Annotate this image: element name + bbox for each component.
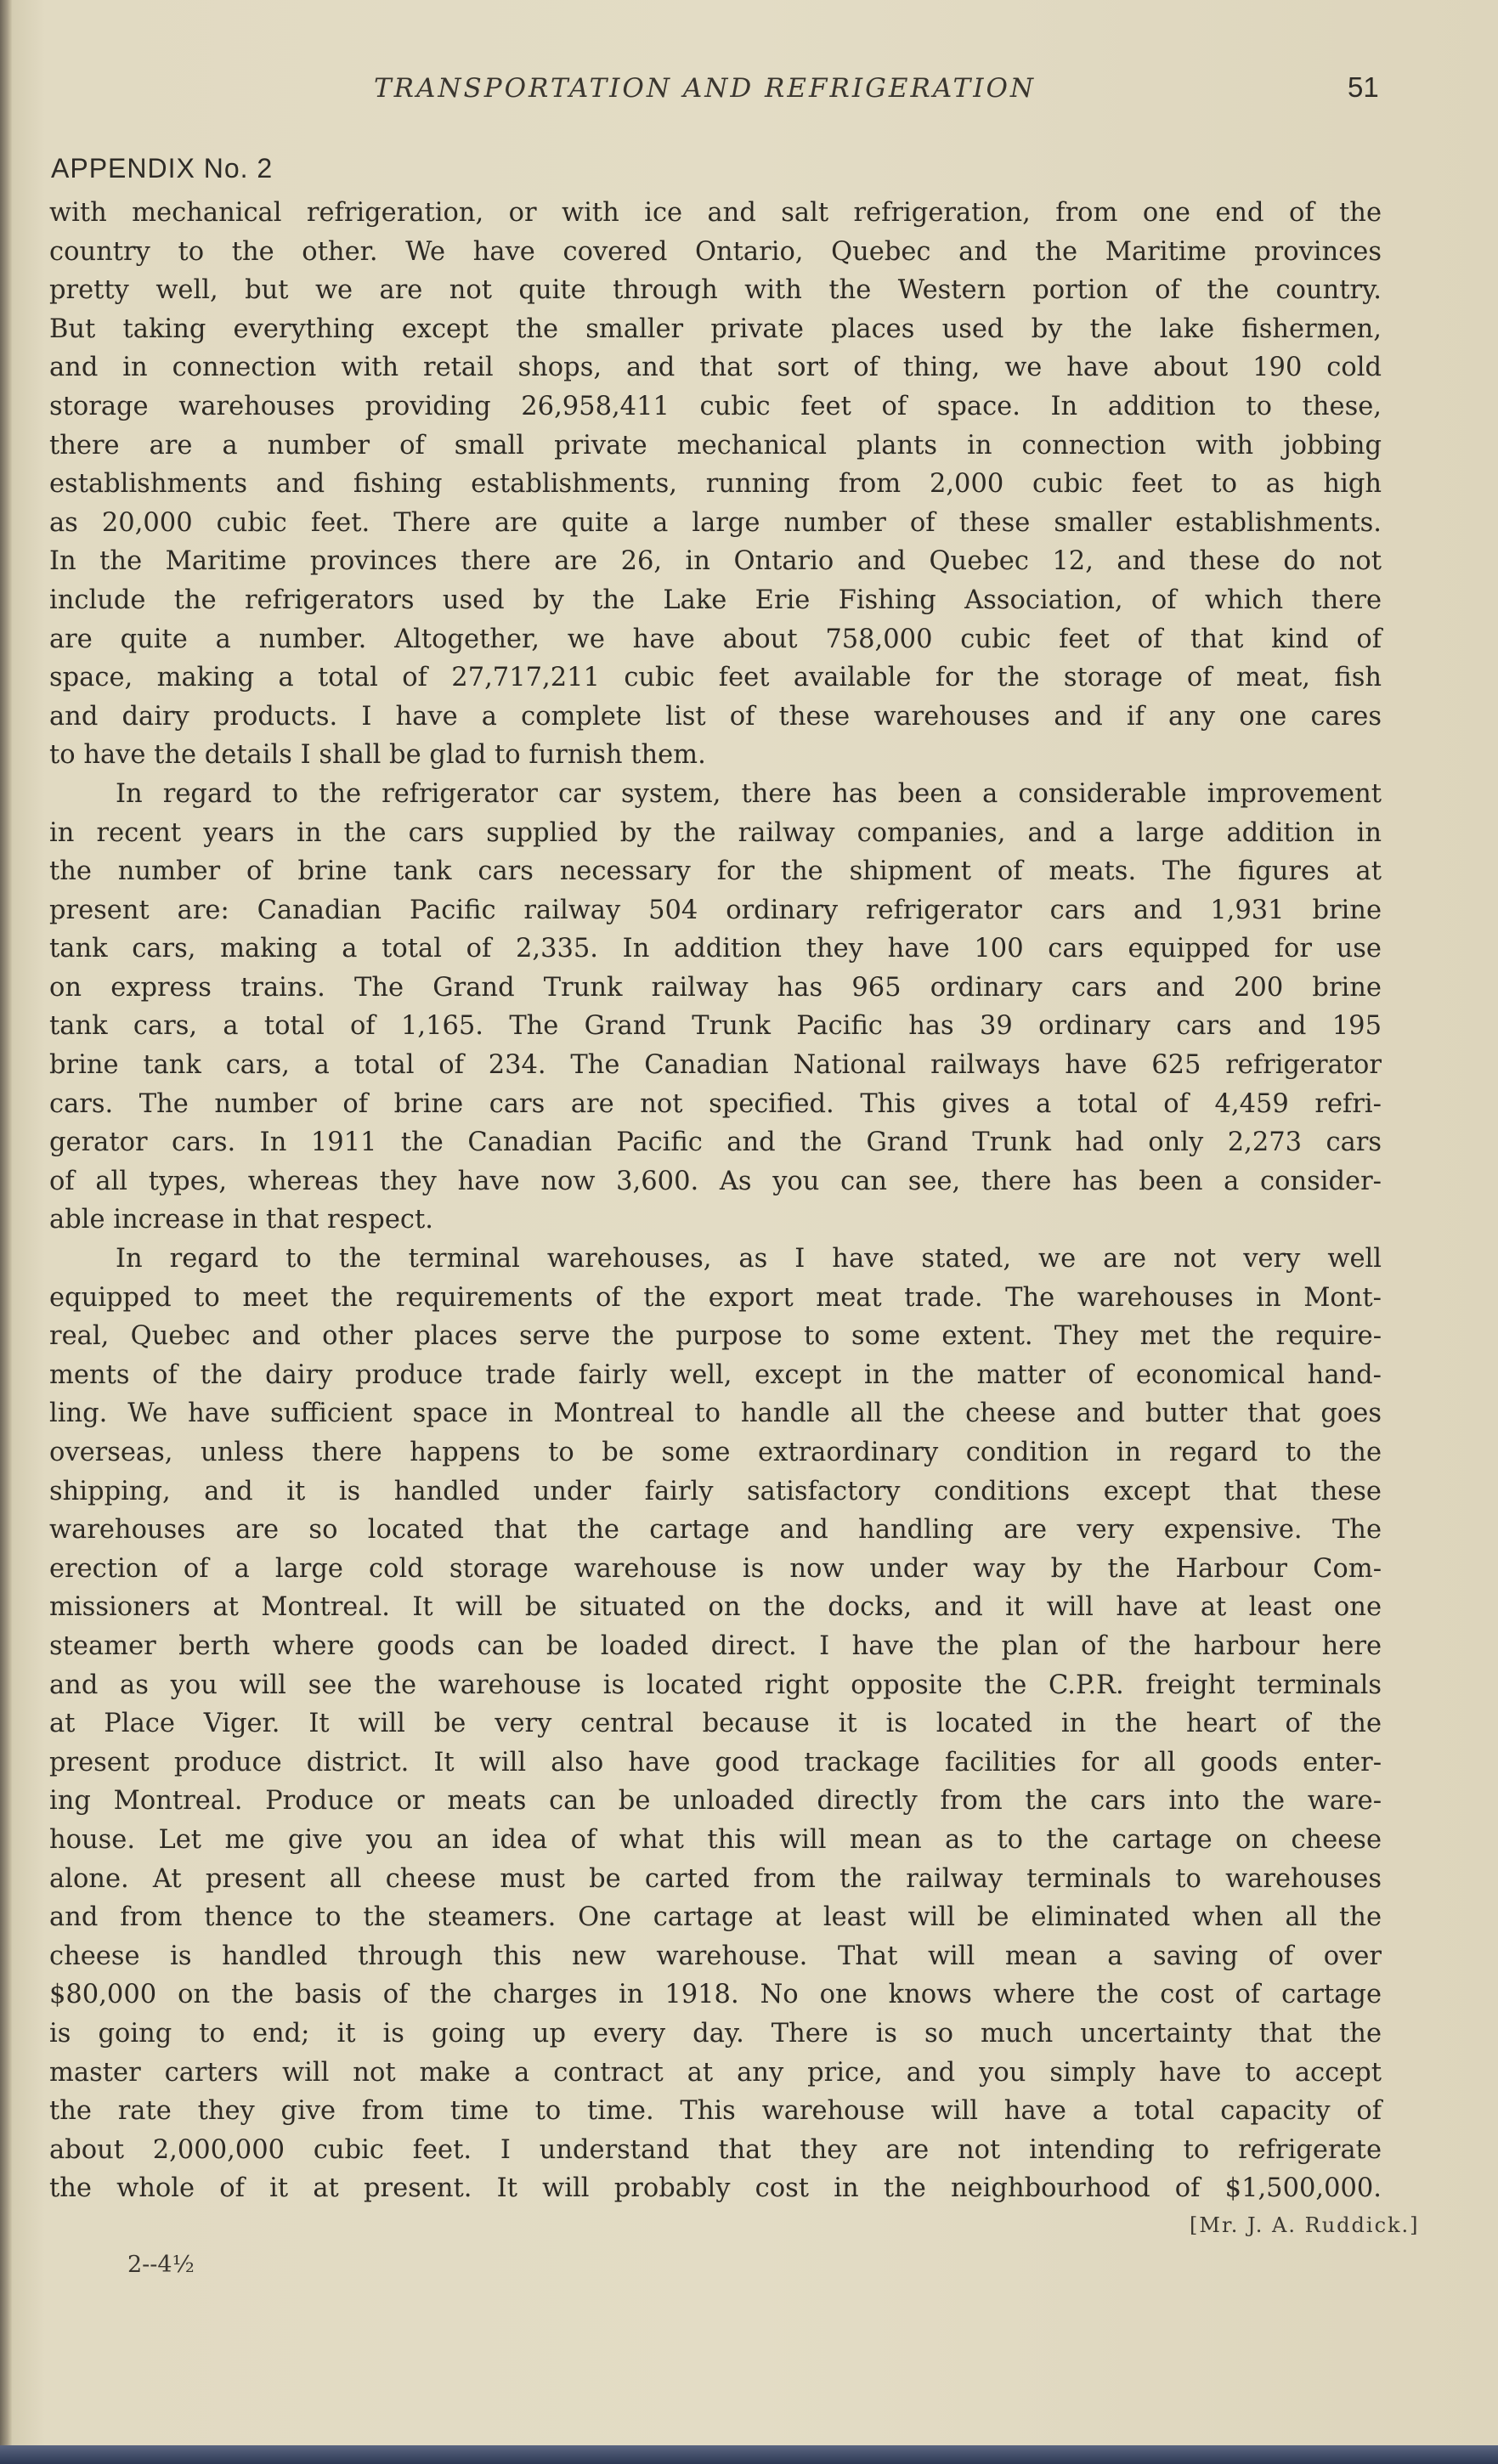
body-line: space, making a total of 27,717,211 cubic feet available for the storage of meat, fish xyxy=(49,663,1382,693)
book-spine-edge xyxy=(0,0,12,2464)
body-line: of all types, whereas they have now 3,600. As you can see, there has been a consider- xyxy=(49,1166,1382,1196)
body-line: ing Montreal. Produce or meats can be unloaded directly from the cars into the ware- xyxy=(49,1786,1382,1817)
paragraph-start-line: In regard to the terminal warehouses, as I have stated, we are not very well xyxy=(116,1244,1382,1274)
body-line: In the Maritime provinces there are 26, in Ontario and Quebec 12, and these do not xyxy=(49,546,1382,577)
body-line: as 20,000 cubic feet. There are quite a large number of these smaller establishments. xyxy=(49,507,1382,538)
body-line: warehouses are so located that the cartage and handling are very expensive. The xyxy=(49,1515,1382,1546)
body-line: about 2,000,000 cubic feet. I understand that they are not intending to refrigerate xyxy=(49,2134,1382,2165)
body-line: steamer berth where goods can be loaded direct. I have the plan of the harbour here xyxy=(49,1630,1382,1661)
body-line: are quite a number. Altogether, we have about 758,000 cubic feet of that kind of xyxy=(49,624,1382,654)
body-line: present are: Canadian Pacific railway 504 ordinary refrigerator cars and 1,931 brine xyxy=(49,895,1382,925)
body-line: tank cars, a total of 1,165. The Grand Trunk Pacific has 39 ordinary cars and 195 xyxy=(49,1011,1382,1042)
book-bottom-edge xyxy=(0,2445,1498,2464)
body-line: But taking everything except the smaller private places used by the lake fishermen, xyxy=(49,314,1382,344)
paragraph-start-line: In regard to the refrigerator car system, there has been a considerable improvement xyxy=(116,778,1382,809)
body-line: equipped to meet the requirements of the export meat trade. The warehouses in Mont- xyxy=(49,1282,1382,1313)
body-line: ling. We have sufficient space in Montreal to handle all the cheese and butter that goes xyxy=(49,1399,1382,1429)
printer-signature-mark: 2--4½ xyxy=(127,2252,195,2278)
body-line: tank cars, making a total of 2,335. In addition they have 100 cars equipped for use xyxy=(49,934,1382,964)
body-line: and from thence to the steamers. One cartage at least will be eliminated when all the xyxy=(49,1902,1382,1933)
body-line: house. Let me give you an idea of what this will mean as to the cartage on cheese xyxy=(49,1824,1382,1855)
speaker-attribution: [Mr. J. A. Ruddick.] xyxy=(1190,2213,1420,2237)
body-line: storage warehouses providing 26,958,411 cubic feet of space. In addition to these, xyxy=(49,391,1382,421)
body-line: overseas, unless there happens to be some extraordinary condition in regard to the xyxy=(49,1438,1382,1467)
body-line: master carters will not make a contract at any price, and you simply have to accept xyxy=(49,2057,1382,2088)
body-line: pretty well, but we are not quite through with the Western portion of the country. xyxy=(49,275,1382,306)
appendix-label: APPENDIX No. 2 xyxy=(51,153,274,184)
body-line: and as you will see the warehouse is located right opposite the C.P.R. freight terminals xyxy=(49,1670,1382,1700)
body-line: cheese is handled through this new warehouse. That will mean a saving of over xyxy=(49,1941,1382,1971)
body-line: erection of a large cold storage warehouse is now under way by the Harbour Com- xyxy=(49,1553,1382,1584)
body-line: the number of brine tank cars necessary for the shipment of meats. The figures at xyxy=(49,856,1382,887)
body-text xyxy=(49,194,1382,2208)
body-line: with mechanical refrigeration, or with ice and salt refrigeration, from one end of the xyxy=(49,198,1382,228)
body-line: country to the other. We have covered Ontario, Quebec and the Maritime provinces xyxy=(49,236,1382,267)
body-line: cars. The number of brine cars are not specified. This gives a total of 4,459 refri- xyxy=(49,1088,1382,1119)
body-line: real, Quebec and other places serve the purpose to some extent. They met the require- xyxy=(49,1321,1382,1352)
body-line: $80,000 on the basis of the charges in 1918. No one knows where the cost of cartage xyxy=(49,1980,1382,2010)
body-line: include the refrigerators used by the Lake Erie Fishing Association, of which there xyxy=(49,585,1382,615)
body-line: alone. At present all cheese must be carted from the railway terminals to warehouses xyxy=(49,1863,1382,1894)
body-line: the whole of it at present. It will probably cost in the neighbourhood of $1,500,000. xyxy=(49,2173,1382,2204)
body-line: and in connection with retail shops, and that sort of thing, we have about 190 cold xyxy=(49,353,1382,383)
page-number: 51 xyxy=(1348,71,1379,103)
body-line: to have the details I shall be glad to furnish them. xyxy=(49,740,706,771)
running-title: TRANSPORTATION AND REFRIGERATION xyxy=(374,73,1036,104)
body-line: on express trains. The Grand Trunk railway has 965 ordinary cars and 200 brine xyxy=(49,972,1382,1003)
body-line: brine tank cars, a total of 234. The Canadian National railways have 625 refrigerator xyxy=(49,1050,1382,1081)
body-line: shipping, and it is handled under fairly satisfactory conditions except that these xyxy=(49,1476,1382,1506)
body-line: there are a number of small private mechanical plants in connection with jobbing xyxy=(49,430,1382,461)
body-line: the rate they give from time to time. This warehouse will have a total capacity of xyxy=(49,2096,1382,2127)
body-line: ments of the dairy produce trade fairly well, except in the matter of economical hand- xyxy=(49,1359,1382,1390)
body-line: is going to end; it is going up every day. There is so much uncertainty that the xyxy=(49,2018,1382,2049)
body-line: in recent years in the cars supplied by the railway companies, and a large addition in xyxy=(49,817,1382,848)
body-line: establishments and fishing establishments, running from 2,000 cubic feet to as high xyxy=(49,469,1382,500)
body-line: present produce district. It will also have good trackage facilities for all goods enter- xyxy=(49,1747,1382,1777)
body-line: gerator cars. In 1911 the Canadian Pacific and the Grand Trunk had only 2,273 cars xyxy=(49,1127,1382,1158)
body-line: and dairy products. I have a complete list of these warehouses and if any one cares xyxy=(49,701,1382,732)
body-line: at Place Viger. It will be very central because it is located in the heart of the xyxy=(49,1709,1382,1739)
body-line: able increase in that respect. xyxy=(49,1205,433,1235)
body-line: missioners at Montreal. It will be situated on the docks, and it will have at least one xyxy=(49,1592,1382,1623)
